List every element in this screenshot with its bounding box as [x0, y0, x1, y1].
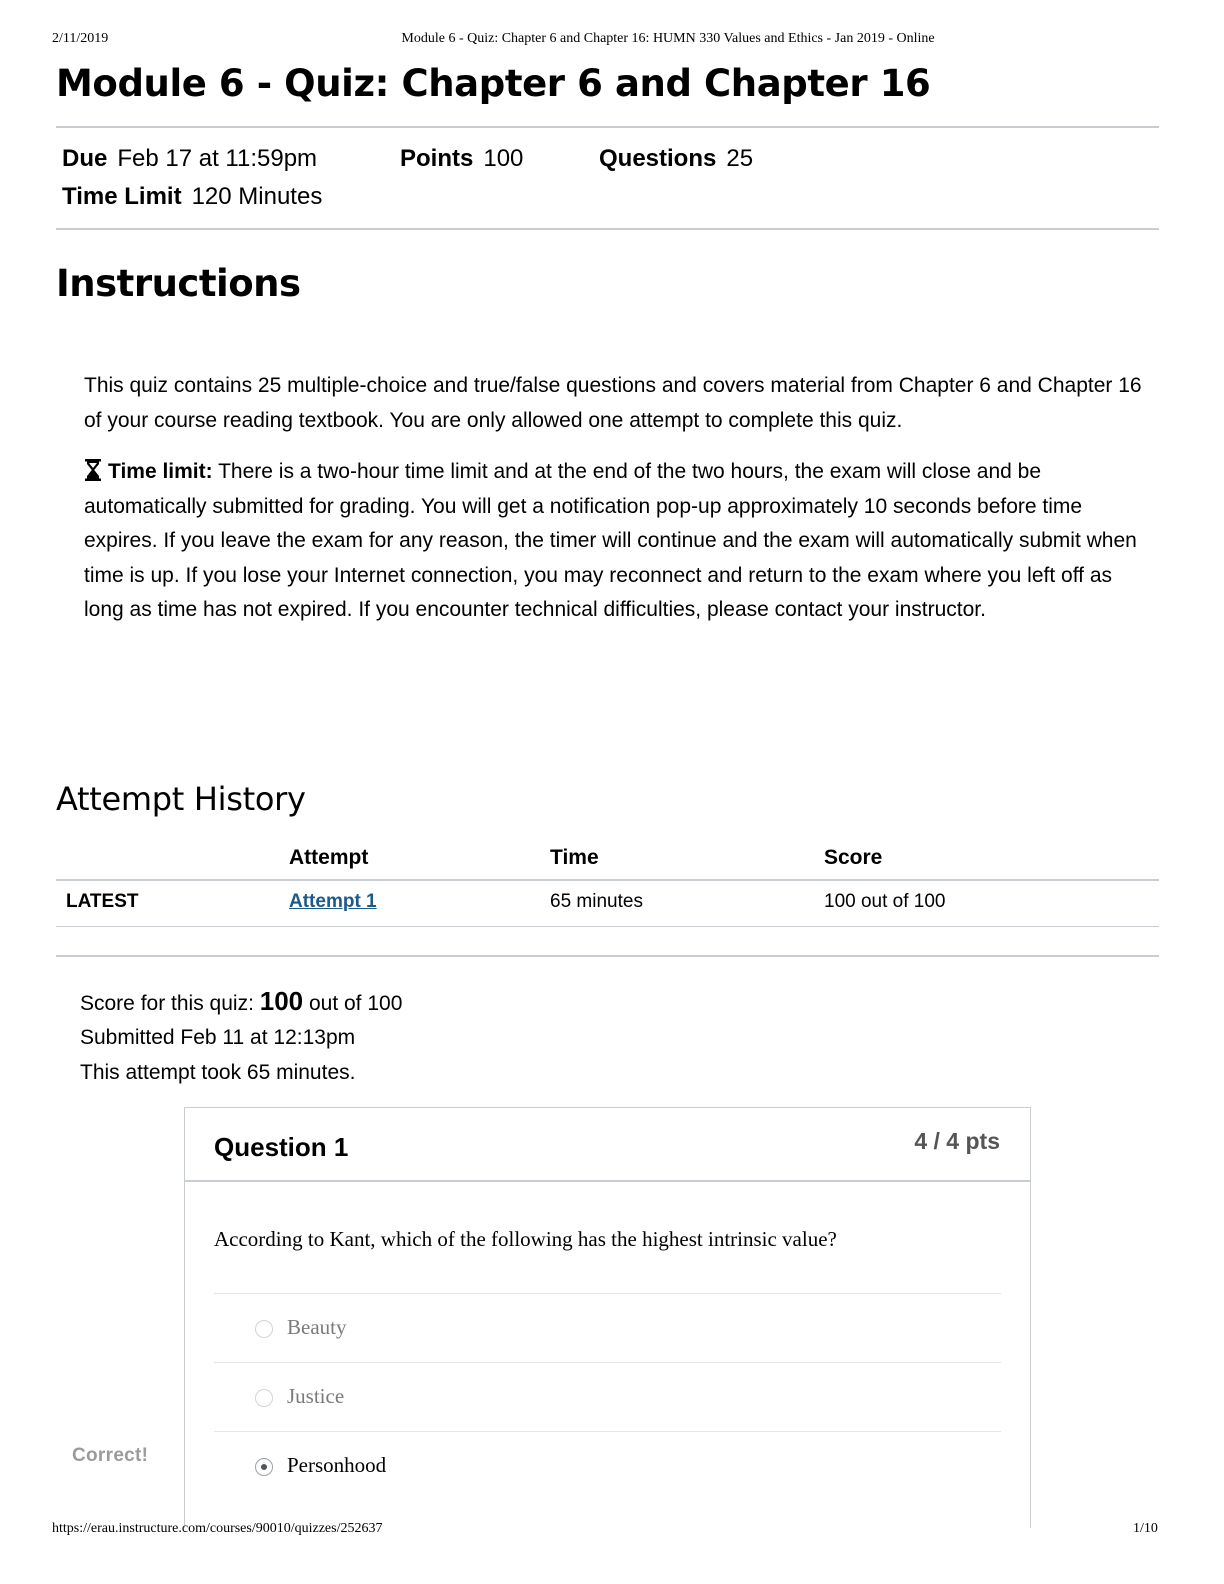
- score-prefix: Score for this quiz:: [80, 992, 260, 1015]
- answer-label: Justice: [287, 1384, 345, 1408]
- page-title: Module 6 - Quiz: Chapter 6 and Chapter 16: [56, 62, 931, 105]
- due-label: Due: [62, 145, 108, 172]
- answer-divider: [214, 1431, 1001, 1432]
- attempt-time: 65 minutes: [550, 891, 643, 912]
- instructions-paragraph-2: [84, 455, 1144, 628]
- time-limit-label: Time Limit: [62, 183, 182, 210]
- quiz-score: [80, 986, 402, 1017]
- due-date: [62, 145, 317, 173]
- section-divider: [56, 955, 1159, 957]
- answer-label: Beauty: [287, 1315, 347, 1339]
- time-limit-info: [62, 183, 322, 211]
- print-date: 2/11/2019: [52, 31, 109, 46]
- points-info: [400, 145, 523, 173]
- column-header-time: Time: [550, 846, 599, 869]
- column-header-score: Score: [824, 846, 883, 869]
- due-value: Feb 17 at 11:59pm: [117, 145, 318, 172]
- question-card: [184, 1107, 1031, 1528]
- time-limit-text: There is a two-hour time limit and at the end of the two hours, the exam will close and be automatically submitted for grading. You will get a notification pop-up approximately 10 seconds before time expires. If you leave the exam for any reason, the timer will continue and the exam will automatically submit when time is up. If you lose your Internet connection, you may reconnect and return to the exam where you left off as long as time has not expired. If you encounter technical difficulties, please contact your instructor.: [84, 460, 1137, 622]
- instructions-heading: Instructions: [56, 262, 301, 305]
- question-name: Question 1: [214, 1132, 349, 1162]
- score-value: 100: [259, 986, 304, 1016]
- print-title: Module 6 - Quiz: Chapter 6 and Chapter 16: HUMN 330 Values and Ethics - Jan 2019 - Online: [401, 31, 935, 46]
- column-header-attempt: Attempt: [289, 846, 369, 869]
- time-limit-value: 120 Minutes: [191, 183, 323, 210]
- table-row-divider: [56, 926, 1159, 927]
- print-url: https://erau.instructure.com/courses/90010/quizzes/252637: [52, 1521, 383, 1536]
- answer-divider: [214, 1293, 1001, 1294]
- radio-button-selected-icon[interactable]: [255, 1458, 273, 1476]
- question-text: According to Kant, which of the following has the highest intrinsic value?: [214, 1227, 837, 1251]
- correct-answer-flag: Correct!: [72, 1445, 149, 1466]
- time-limit-emphasis: Time limit:: [108, 460, 213, 483]
- print-page-number: 1/10: [1133, 1521, 1158, 1536]
- hourglass-icon: [84, 458, 102, 480]
- score-suffix: out of 100: [303, 992, 403, 1015]
- questions-info: [599, 145, 753, 173]
- answer-divider: [214, 1362, 1001, 1363]
- table-header-divider: [56, 879, 1159, 881]
- instructions-paragraph-1: This quiz contains 25 multiple-choice and true/false questions and covers material from Chapter 6 and Chapter 16 of your course reading textbook. You are only allowed one attempt to complete this quiz.: [84, 374, 1142, 432]
- title-divider: [56, 126, 1159, 128]
- submitted-date: Submitted Feb 11 at 12:13pm: [80, 1026, 356, 1049]
- attempt-history-heading: Attempt History: [56, 780, 306, 818]
- radio-button-icon[interactable]: [255, 1320, 273, 1338]
- meta-divider: [56, 228, 1159, 230]
- attempt-duration: This attempt took 65 minutes.: [80, 1061, 356, 1084]
- questions-label: Questions: [599, 145, 717, 172]
- points-label: Points: [400, 145, 474, 172]
- points-value: 100: [483, 145, 524, 172]
- attempt-score: 100 out of 100: [824, 891, 946, 912]
- question-points: 4 / 4 pts: [914, 1128, 1000, 1154]
- attempt-1-link[interactable]: Attempt 1: [289, 891, 377, 912]
- questions-value: 25: [726, 145, 754, 172]
- radio-button-icon[interactable]: [255, 1389, 273, 1407]
- question-header: [185, 1108, 1030, 1182]
- latest-tag: LATEST: [66, 891, 139, 912]
- answer-label: Personhood: [287, 1453, 387, 1477]
